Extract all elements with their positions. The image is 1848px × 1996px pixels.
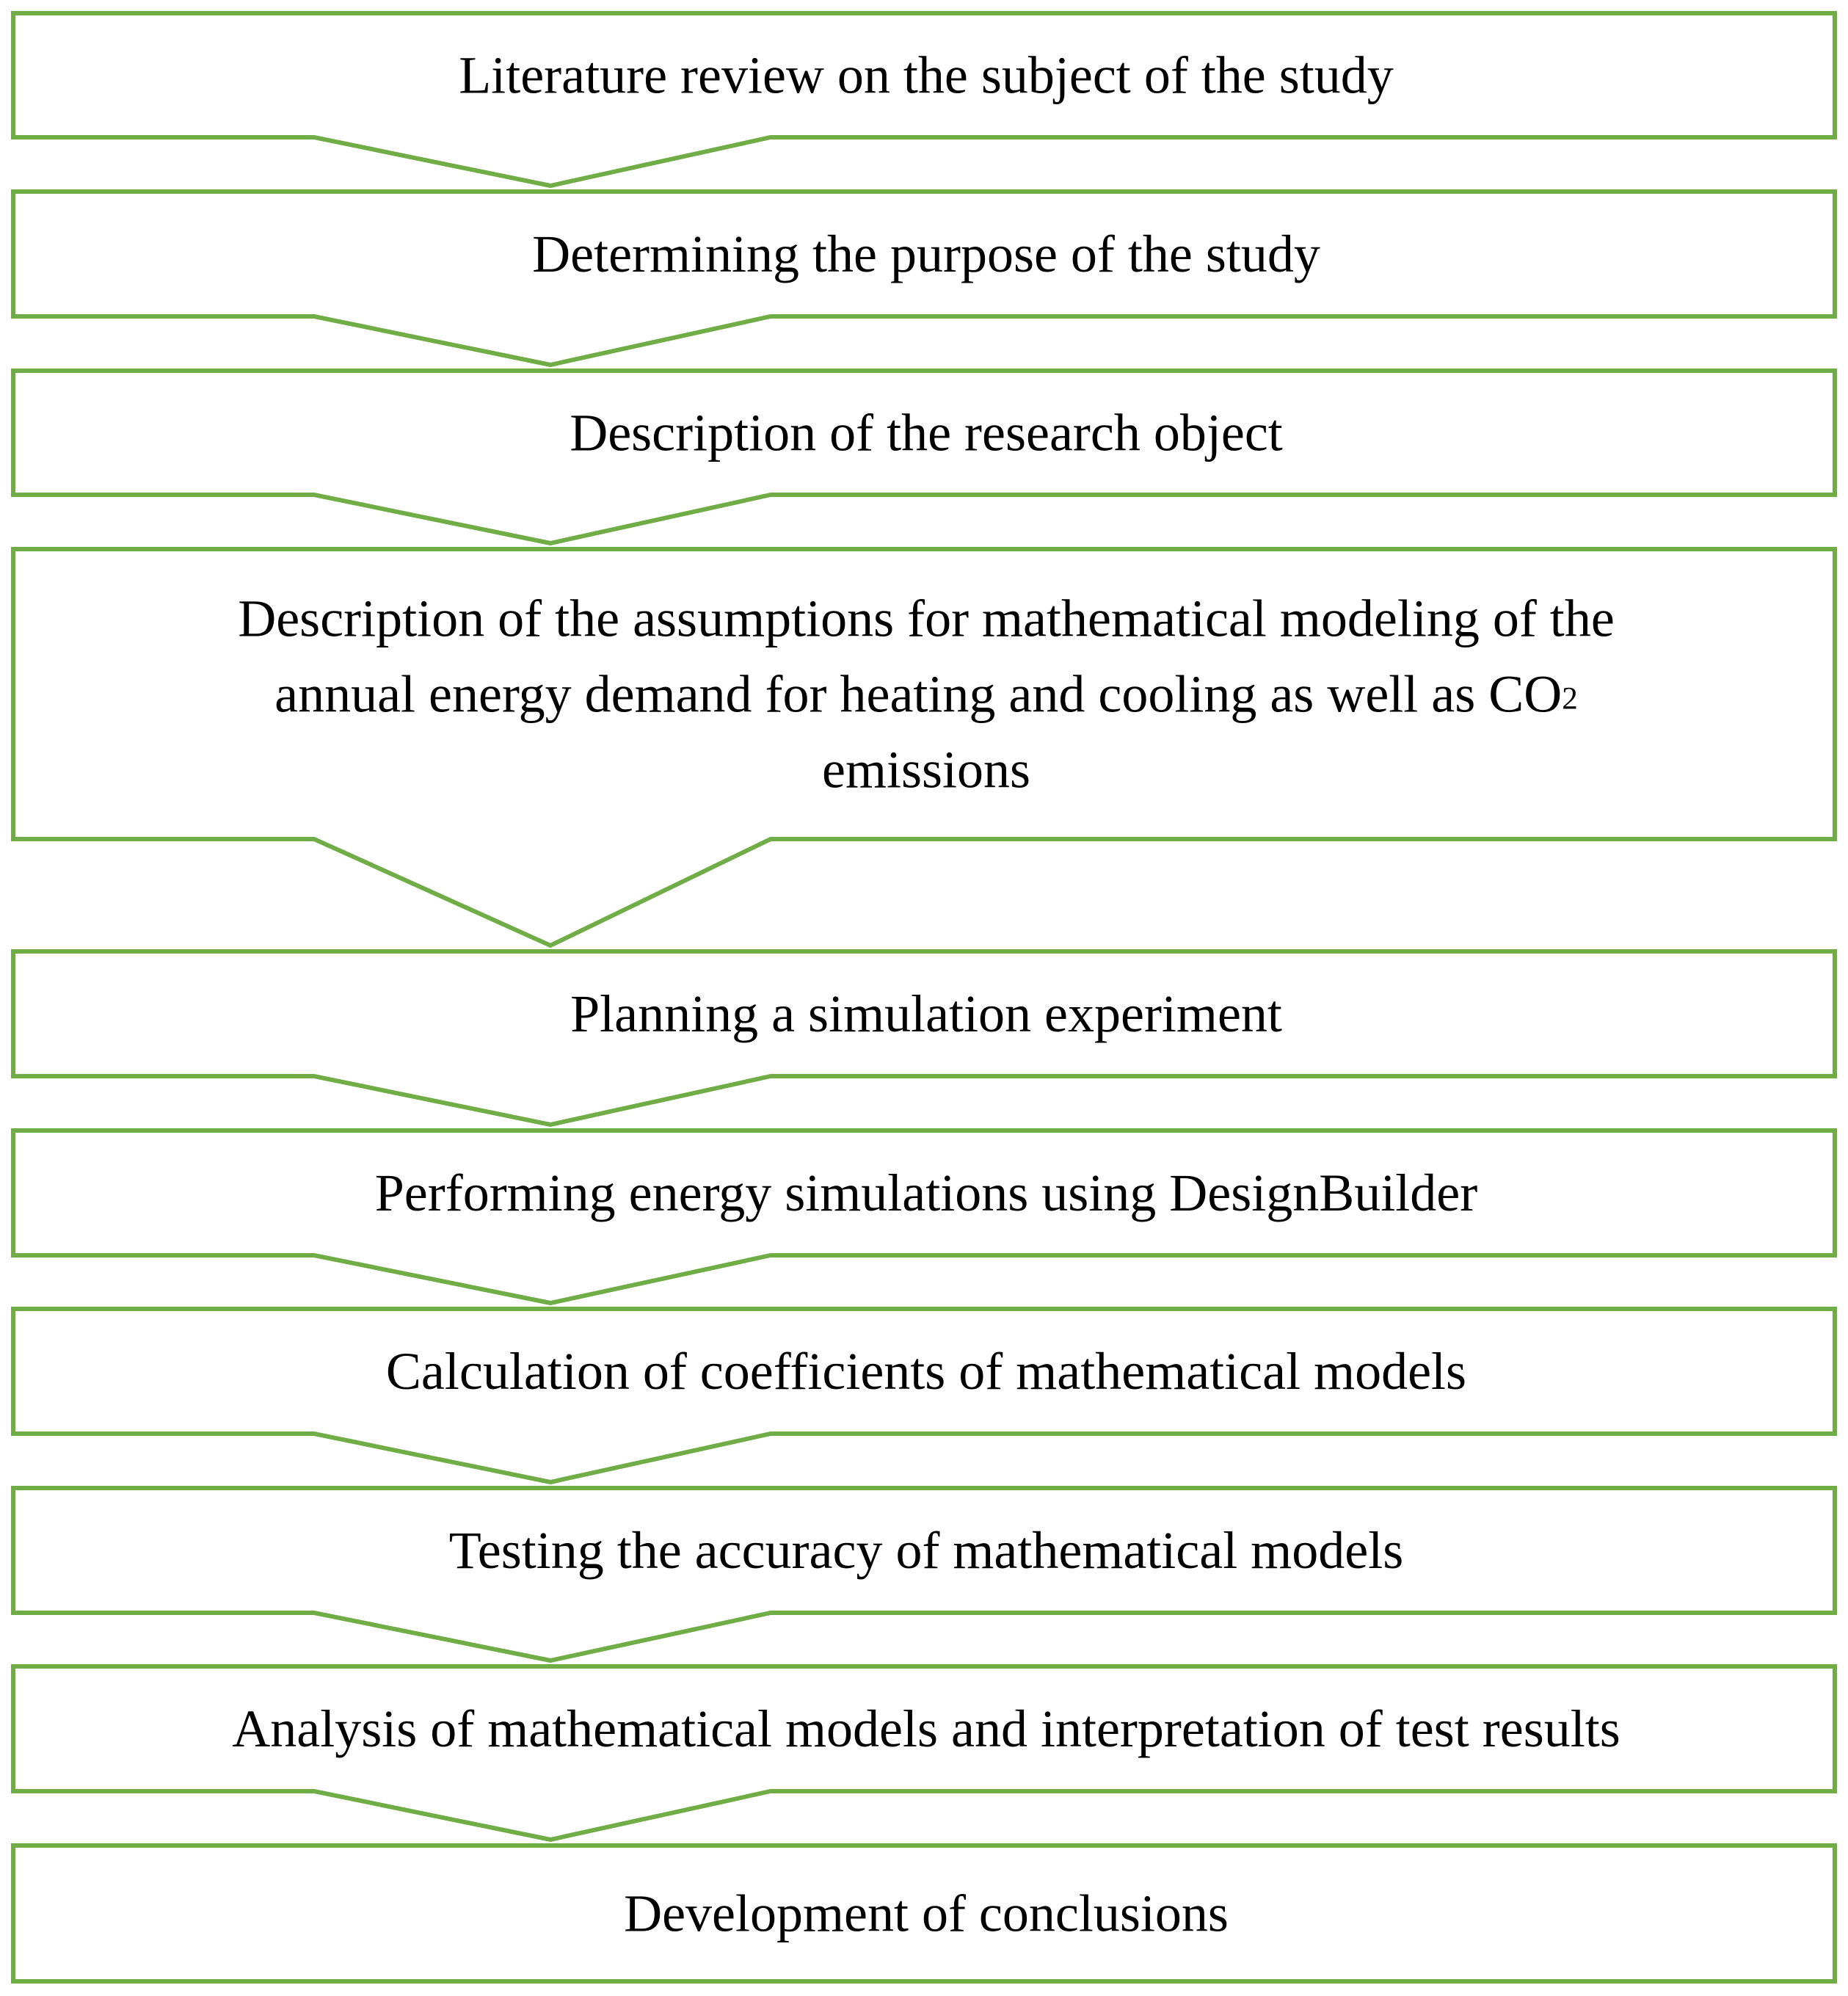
step-label-text: Performing energy simulations using DesignBuilder xyxy=(374,1164,1478,1222)
step-label-text: Literature review on the subject of the study xyxy=(459,46,1394,105)
flow-step-8 xyxy=(13,1488,1835,1661)
step-label-text: Calculation of coefficients of mathematical models xyxy=(385,1342,1467,1401)
step-label-text: Planning a simulation experiment xyxy=(570,984,1282,1043)
step-label-text: annual energy demand for heating and cooling as well as CO xyxy=(274,664,1563,724)
flow-step-7 xyxy=(13,1309,1835,1482)
flow-step-3 xyxy=(13,371,1835,543)
step-label-text: Analysis of mathematical models and interpretation of test results xyxy=(232,1699,1620,1758)
step-label xyxy=(459,46,1394,105)
step-label-text: Testing the accuracy of mathematical models xyxy=(448,1521,1404,1580)
step-label-text: Description of the research object xyxy=(570,403,1283,462)
flow-step-2 xyxy=(13,192,1835,365)
flow-step-6 xyxy=(13,1131,1835,1303)
step-label xyxy=(238,589,1615,648)
step-label xyxy=(570,984,1282,1043)
flow-step-5 xyxy=(13,951,1835,1125)
step-label xyxy=(822,741,1030,799)
step-label xyxy=(570,404,1283,462)
step-label xyxy=(386,1342,1466,1401)
flow-step-10 xyxy=(13,1846,1835,1981)
step-label xyxy=(449,1521,1403,1580)
step-label xyxy=(274,665,1578,724)
step-label xyxy=(375,1164,1478,1222)
flow-step-9 xyxy=(13,1666,1835,1840)
step-label xyxy=(532,225,1320,283)
step-label-text: Description of the assumptions for mathematical modeling of the xyxy=(238,589,1615,648)
step-label-text: Determining the purpose of the study xyxy=(532,225,1320,283)
step-label-text: emissions xyxy=(821,740,1031,799)
flow-step-1 xyxy=(13,13,1835,186)
flow-step-4 xyxy=(13,549,1835,946)
step-label xyxy=(232,1699,1620,1758)
step-label-text: Development of conclusions xyxy=(624,1884,1229,1943)
step-label xyxy=(624,1884,1229,1943)
subscript: 2 xyxy=(1562,681,1578,716)
